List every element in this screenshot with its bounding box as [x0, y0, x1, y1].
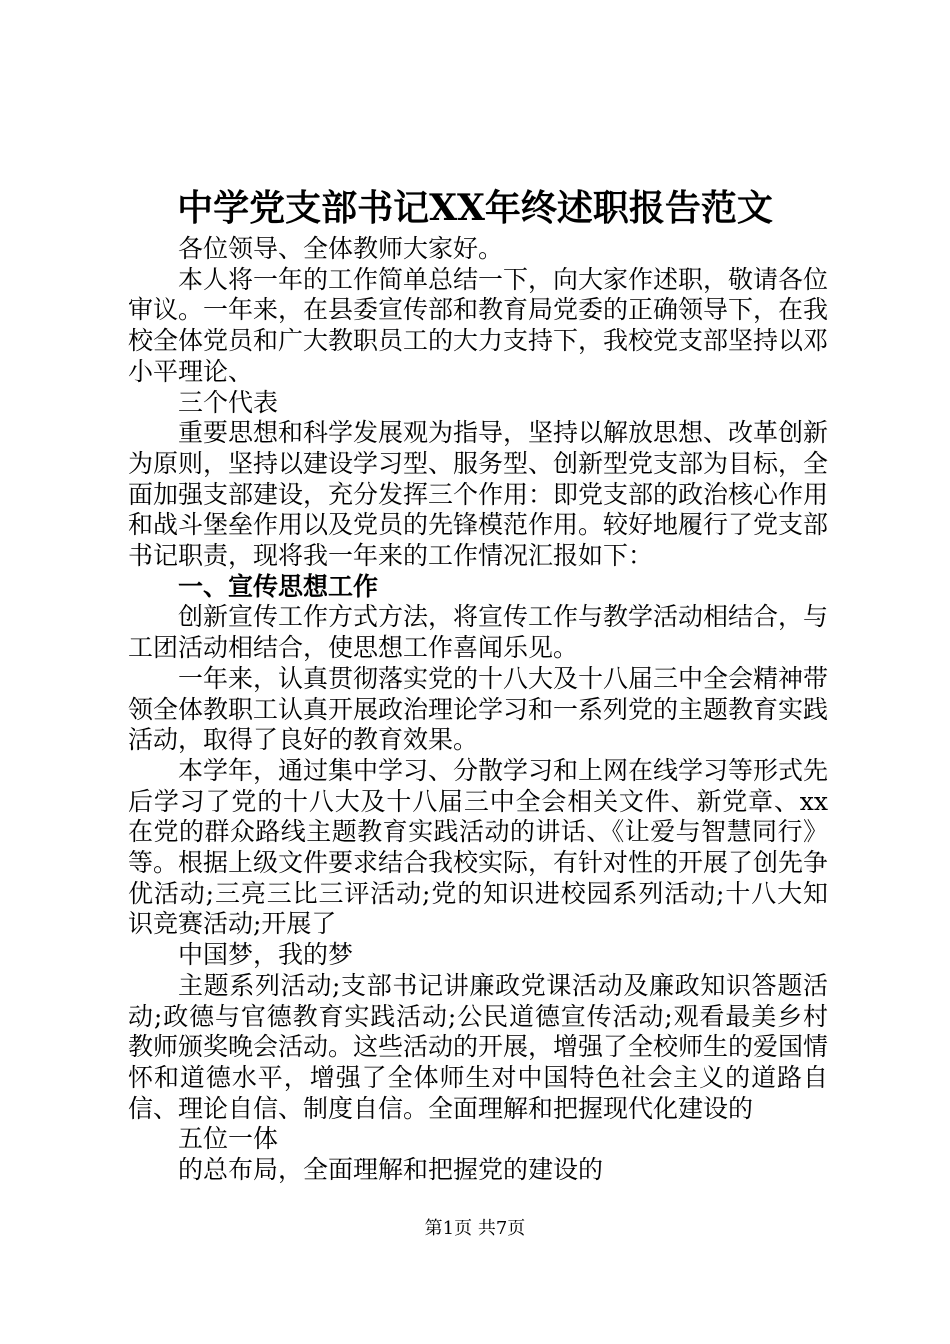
paragraph: 主题系列活动;支部书记讲廉政党课活动及廉政知识答题活动;政德与官德教育实践活动;公民道德宣传活动;观看最美乡村教师颁奖晚会活动。这些活动的开展，增强了全校师生的爱国情怀和道德水平，增强了全体师生对中国特色社会主义的道路自信、理论自信、制度自信。全面理解和把握现代化建设的	[128, 970, 829, 1123]
paragraph-greeting: 各位领导、全体教师大家好。	[178, 234, 504, 263]
paragraph: 三个代表	[178, 387, 279, 417]
paragraph: 本学年，通过集中学习、分散学习和上网在线学习等形式先后学习了党的十八大及十八届三中全会相关文件、新党章、xx在党的群众路线主题教育实践活动的讲话、《让爱与智慧同行》等。根据上级文件要求结合我校实际，有针对性的开展了创先争优活动;三亮三比三评活动;党的知识进校园系列活动;十八大知识竞赛活动;开展了	[128, 755, 829, 939]
paragraph: 的总布局，全面理解和把握党的建设的	[178, 1155, 604, 1185]
document-body	[128, 234, 828, 1186]
section-heading: 一、宣传思想工作	[178, 571, 379, 601]
paragraph: 五位一体	[178, 1124, 279, 1154]
paragraph: 一年来，认真贯彻落实党的十八大及十八届三中全会精神带领全体教职工认真开展政治理论学习和一系列党的主题教育实践活动，取得了良好的教育效果。	[128, 663, 829, 755]
document-title: 中学党支部书记XX年终述职报告范文	[177, 187, 773, 229]
paragraph: 重要思想和科学发展观为指导，坚持以解放思想、改革创新为原则，坚持以建设学习型、服务型、创新型党支部为目标，全面加强支部建设，充分发挥三个作用：即党支部的政治核心作用和战斗堡垒作用以及党员的先锋模范作用。较好地履行了党支部书记职责，现将我一年来的工作情况汇报如下：	[128, 418, 829, 571]
paragraph: 中国梦，我的梦	[178, 940, 354, 970]
paragraph: 创新宣传工作方式方法，将宣传工作与教学活动相结合，与工团活动相结合，使思想工作喜闻乐见。	[128, 602, 829, 663]
page-footer: 第1页 共7页	[424, 1218, 526, 1239]
paragraph: 本人将一年的工作简单总结一下，向大家作述职，敬请各位审议。一年来，在县委宣传部和教育局党委的正确领导下，在我校全体党员和广大教职员工的大力支持下，我校党支部坚持以邓小平理论、	[128, 264, 829, 386]
